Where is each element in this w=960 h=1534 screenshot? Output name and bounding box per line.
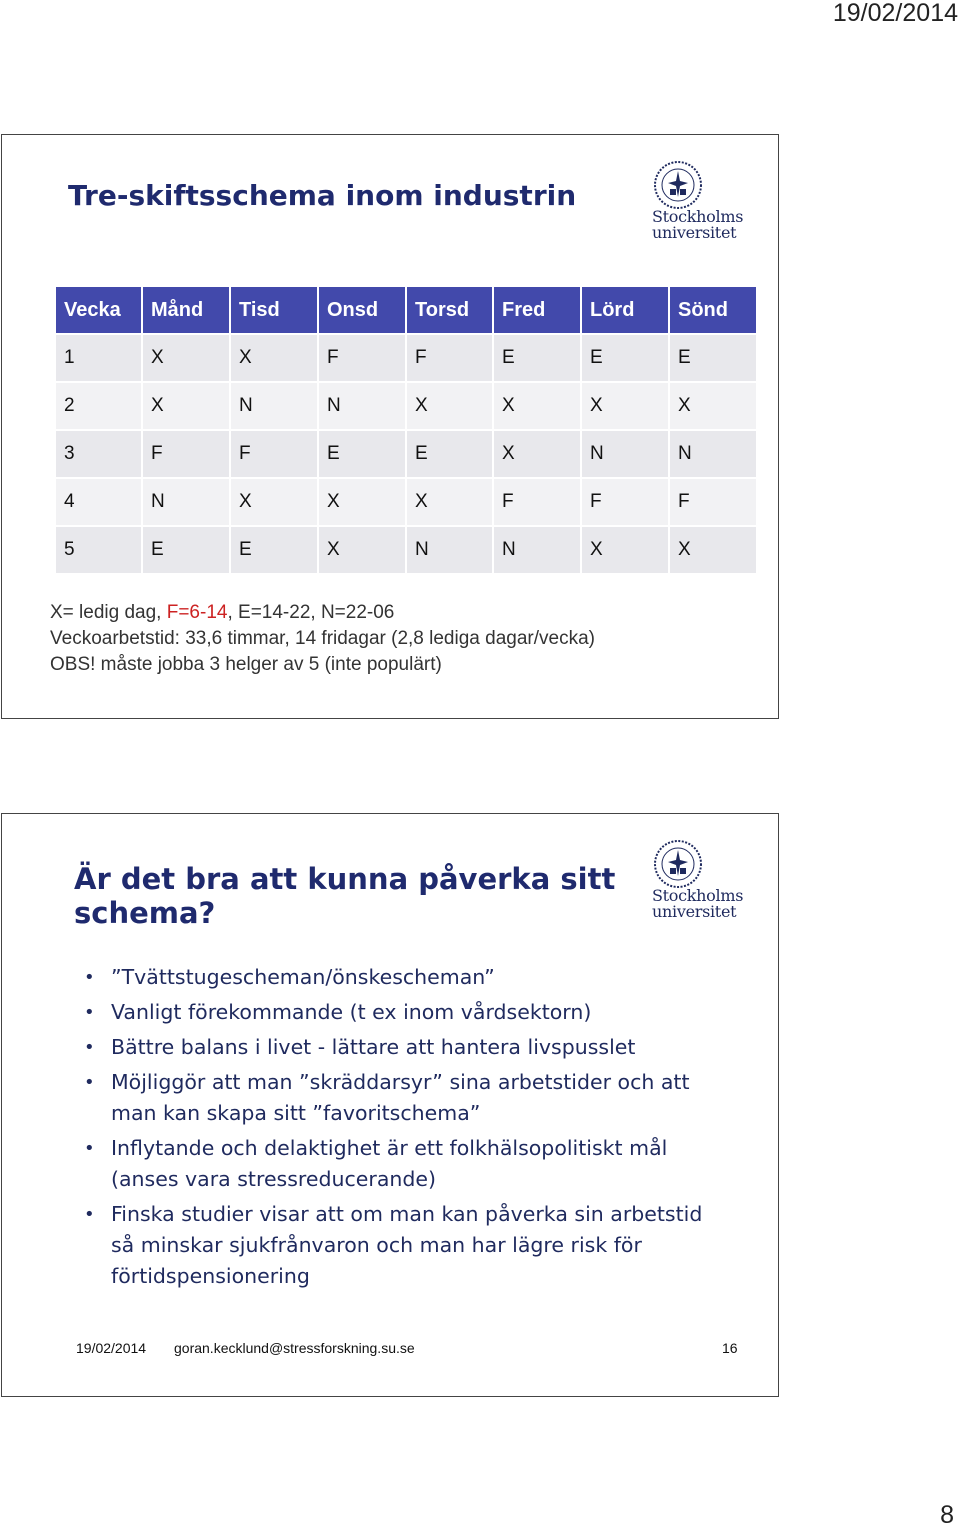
university-logo	[652, 838, 756, 922]
slide-schedule	[1, 134, 779, 719]
footer-email: goran.kecklund@stressforskning.su.se	[174, 1340, 415, 1356]
footer-slide-number: 16	[722, 1340, 738, 1356]
university-logo	[652, 159, 756, 243]
table-row	[55, 334, 757, 382]
column-header: Lörd	[581, 286, 669, 334]
table-cell: N	[669, 430, 757, 478]
slide-title: Tre-skiftsschema inom industrin	[68, 179, 577, 212]
table-cell: E	[406, 430, 493, 478]
table-cell: X	[142, 382, 230, 430]
table-cell: F	[493, 478, 581, 526]
table-cell: X	[581, 526, 669, 574]
table-cell: X	[230, 334, 318, 382]
table-cell: F	[318, 334, 406, 382]
table-cell: N	[493, 526, 581, 574]
column-header: Månd	[142, 286, 230, 334]
shift-legend	[50, 600, 595, 626]
table-cell: N	[318, 382, 406, 430]
weekend-note: OBS! måste jobba 3 helger av 5 (inte populärt)	[50, 654, 442, 675]
table-cell: X	[406, 382, 493, 430]
table-cell: E	[142, 526, 230, 574]
table-cell: X	[493, 430, 581, 478]
table-cell: X	[406, 478, 493, 526]
table-cell: F	[142, 430, 230, 478]
table-cell: E	[493, 334, 581, 382]
table-cell: F	[406, 334, 493, 382]
logo-line1: Stockholms	[652, 886, 744, 905]
seal-icon	[652, 159, 756, 211]
bullet-item: • Vanligt förekommande (t ex inom vårdsektorn)	[84, 997, 714, 1028]
bullet-item: • Bättre balans i livet - lättare att hantera livspusslet	[84, 1032, 714, 1063]
table-cell: F	[581, 478, 669, 526]
table-row	[55, 478, 757, 526]
table-row	[55, 526, 757, 574]
footer-date: 19/02/2014	[76, 1340, 147, 1356]
schedule-notes	[50, 600, 595, 678]
table-cell: N	[230, 382, 318, 430]
logo-line1: Stockholms	[652, 207, 744, 226]
table-cell: F	[230, 430, 318, 478]
table-row	[55, 382, 757, 430]
table-cell: X	[669, 526, 757, 574]
slide-footer	[76, 1340, 738, 1356]
bullet-item: • Inflytande och delaktighet är ett folkhälsopolitiskt mål (anses vara stressreducerande)	[84, 1133, 714, 1195]
page-date: 19/02/2014	[832, 0, 958, 27]
seal-icon	[652, 838, 756, 890]
bullet-list	[84, 962, 714, 1296]
table-cell: N	[581, 430, 669, 478]
logo-line2: universitet	[652, 902, 737, 921]
table-cell: X	[493, 382, 581, 430]
column-header: Sönd	[669, 286, 757, 334]
legend-part1: X= ledig dag,	[50, 602, 167, 623]
shift-schedule-table	[54, 285, 758, 575]
table-header-row	[55, 286, 757, 334]
table-row	[55, 430, 757, 478]
bullet-item: • Möjliggör att man ”skräddarsyr” sina arbetstider och att man kan skapa sitt ”favoritschema”	[84, 1067, 714, 1129]
table-cell: X	[318, 478, 406, 526]
table-cell: X	[230, 478, 318, 526]
table-cell: F	[669, 478, 757, 526]
legend-part2: F=6-14	[166, 602, 228, 623]
table-cell: X	[669, 382, 757, 430]
table-cell: E	[318, 430, 406, 478]
legend-part3: , E=14-22, N=22-06	[227, 602, 395, 623]
logo-line2: universitet	[652, 223, 737, 242]
table-cell: X	[581, 382, 669, 430]
table-cell: 4	[55, 478, 142, 526]
table-cell: E	[669, 334, 757, 382]
table-cell: 3	[55, 430, 142, 478]
table-cell: 1	[55, 334, 142, 382]
table-cell: N	[406, 526, 493, 574]
column-header: Fred	[493, 286, 581, 334]
bullet-item: • Finska studier visar att om man kan påverka sin arbetstid så minskar sjukfrånvaron och man har lägre risk för förtidspensionering	[84, 1199, 714, 1292]
bullet-item: • ”Tvättstugescheman/önskescheman”	[84, 962, 714, 993]
slide-title: Är det bra att kunna påverka sitt schema?	[74, 862, 616, 930]
column-header: Torsd	[406, 286, 493, 334]
table-cell: E	[230, 526, 318, 574]
column-header: Onsd	[318, 286, 406, 334]
page-number: 8	[940, 1501, 954, 1529]
table-cell: 5	[55, 526, 142, 574]
table-cell: X	[142, 334, 230, 382]
table-cell: E	[581, 334, 669, 382]
table-cell: 2	[55, 382, 142, 430]
table-cell: X	[318, 526, 406, 574]
weekly-hours-line: Veckoarbetstid: 33,6 timmar, 14 fridagar (2,8 lediga dagar/vecka)	[50, 628, 595, 649]
table-cell: N	[142, 478, 230, 526]
slide-schedule-influence	[1, 813, 779, 1397]
column-header: Tisd	[230, 286, 318, 334]
column-header: Vecka	[55, 286, 142, 334]
